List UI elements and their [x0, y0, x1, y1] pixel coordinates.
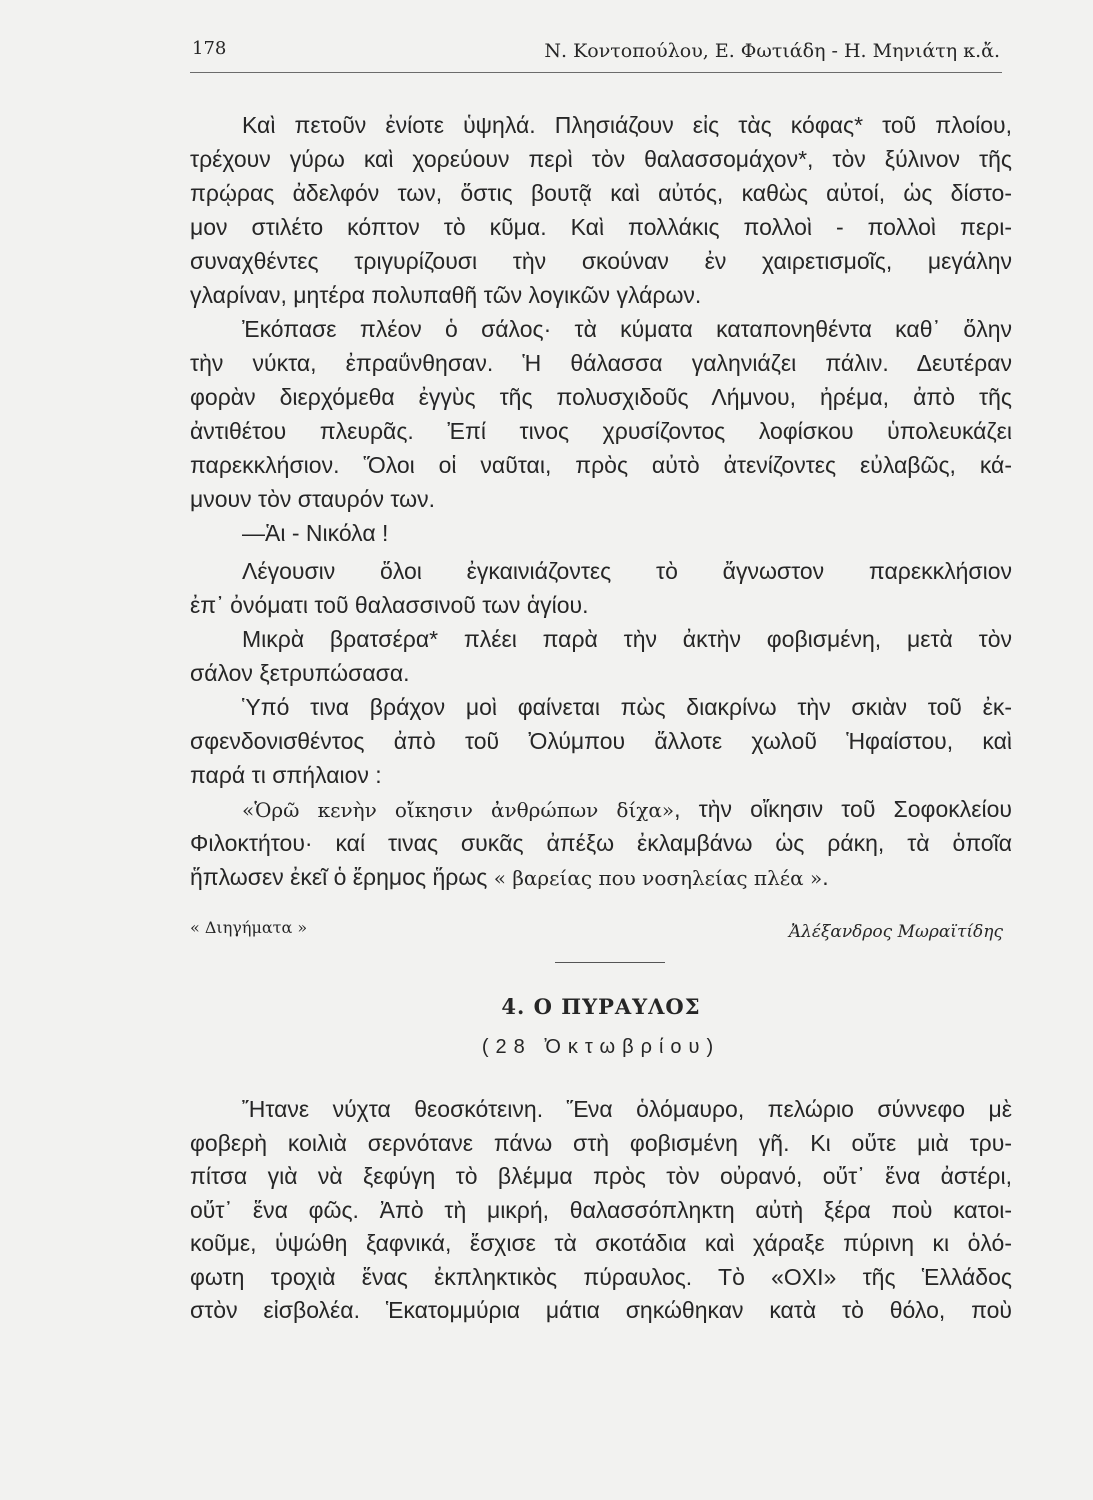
- quoted-verse: « βαρείας που νοσηλείας πλέα »: [493, 866, 823, 890]
- text-line: πίτσα γιὰ νὰ ξεφύγη τὸ βλέμμα πρὸς τὸν οὐρανό, οὔτ᾽ ἕνα ἀστέρι,: [190, 1163, 1012, 1189]
- text-line: Φιλοκτήτου· καί τινας συκᾶς ἀπέξω ἐκλαμβάνω ὡς ράκη, τὰ ὁποῖα: [190, 830, 1012, 856]
- paragraph: [190, 622, 1012, 690]
- text-line: Καὶ πετοῦν ἐνίοτε ὑψηλά. Πλησιάζουν εἰς τὰς κόφας* τοῦ πλοίου,: [242, 112, 1012, 138]
- chapter-title: 4. Ο ΠΥΡΑΥΛΟΣ: [501, 994, 701, 1019]
- running-title: Ν. Κοντοπούλου, Ε. Φωτιάδη - Η. Μηνιάτη κ.ἄ.: [544, 40, 1000, 62]
- text-line: Μικρὰ βρατσέρα* πλέει παρὰ τὴν ἀκτὴν φοβισμένη, μετὰ τὸν: [242, 626, 1012, 652]
- text-segment: ἥπλωσεν ἐκεῖ ὁ ἔρημος ἥρως: [190, 864, 488, 890]
- header-rule: [190, 72, 1002, 73]
- text-line: ἐπ᾽ ὀνόματι τοῦ θαλασσινοῦ των ἁγίου.: [190, 592, 589, 618]
- paragraph: [190, 312, 1012, 516]
- text-line: Ὑπό τινα βράχον μοὶ φαίνεται πὼς διακρίνω τὴν σκιὰν τοῦ ἐκ-: [242, 694, 1012, 720]
- page-number: 178: [192, 38, 227, 59]
- text-line: —Ἁι - Νικόλα !: [242, 520, 389, 546]
- paragraph: [190, 690, 1012, 792]
- text-line: συναχθέντες τριγυρίζουσι τὴν σκούναν ἐν χαιρετισμοῖς, μεγάλην: [190, 248, 1012, 274]
- text-line: ἀντιθέτου πλευρᾶς. Ἐπί τινος χρυσίζοντος λοφίσκου ὑπολευκάζει: [190, 418, 1012, 444]
- text-line: παρά τι σπήλαιον :: [190, 762, 382, 788]
- paragraph: [190, 516, 1012, 550]
- text-line: Ἐκόπασε πλέον ὁ σάλος· τὰ κύματα καταπονηθέντα καθ᾽ ὅλην: [242, 316, 1012, 342]
- text-line: πρῴρας ἀδελφόν των, ὅστις βουτᾷ καὶ αὐτός, καθὼς αὐτοί, ὡς δίστο-: [190, 180, 1012, 206]
- text-segment: .: [822, 864, 829, 890]
- text-line: οὔτ᾽ ἕνα φῶς. Ἀπὸ τὴ μικρή, θαλασσόπληκτη αὐτὴ ξέρα ποὺ κατοι-: [190, 1196, 1012, 1223]
- section-divider: [555, 962, 665, 963]
- text-line: φορὰν διερχόμεθα ἐγγὺς τῆς πολυσχιδοῦς Λήμνου, ἠρέμα, ἀπὸ τῆς: [190, 384, 1012, 410]
- text-line: μον στιλέτο κόπτον τὸ κῦμα. Καὶ πολλάκις πολλοὶ - πολλοὶ περι-: [190, 214, 1012, 240]
- text-line: στὸν εἰσβολέα. Ἑκατομμύρια μάτια σηκώθηκαν κατὰ τὸ θόλο, ποὺ: [190, 1297, 1012, 1323]
- source-citation: « Διηγήματα »: [190, 918, 308, 937]
- quoted-verse: «Ὁρῶ κενὴν οἴκησιν ἀνθρώπων δίχα»: [242, 798, 675, 822]
- chapter-date: (28 Ὀκτωβρίου): [481, 1036, 721, 1058]
- text-line: τρέχουν γύρω καὶ χορεύουν περὶ τὸν θαλασσομάχον*, τὸν ξύλινον τῆς: [190, 146, 1012, 172]
- text-line: γλαρίναν, μητέρα πολυπαθῆ τῶν λογικῶν γλάρων.: [190, 282, 702, 308]
- text-segment: , τὴν οἴκησιν τοῦ Σοφοκλείου: [674, 796, 1012, 822]
- excerpt-text-upper: [190, 108, 1012, 550]
- text-line: σάλον ξετρυπώσασα.: [190, 660, 410, 686]
- text-line: σφενδονισθέντος ἀπὸ τοῦ Ὀλύμπου ἄλλοτε χωλοῦ Ἡφαίστου, καὶ: [190, 728, 1012, 754]
- author-name: Ἀλέξανδρος Μωραϊτίδης: [788, 922, 1003, 942]
- text-line: [190, 792, 1012, 826]
- text-line: φοβερὴ κοιλιὰ σερνότανε πάνω στὴ φοβισμένη γῆ. Κι οὔτε μιὰ τρυ-: [190, 1129, 1012, 1156]
- text-line: παρεκκλήσιον. Ὅλοι οἱ ναῦται, πρὸς αὐτὸ ἀτενίζοντες εὐλαβῶς, κά-: [190, 452, 1012, 478]
- text-line: φωτη τροχιὰ ἕνας ἐκπληκτικὸς πύραυλος. Τὸ «ΟΧΙ» τῆς Ἑλλάδος: [190, 1263, 1012, 1290]
- text-line: κοῦμε, ὑψώθη ξαφνικά, ἔσχισε τὰ σκοτάδια καὶ χάραξε πύρινη κι ὁλό-: [190, 1230, 1012, 1256]
- text-line: μνουν τὸν σταυρόν των.: [190, 486, 435, 512]
- text-line: τὴν νύκτα, ἐπραΰνθησαν. Ἡ θάλασσα γαληνιάζει πάλιν. Δευτέραν: [190, 350, 1012, 376]
- paragraph: [190, 1093, 1012, 1328]
- text-line: Ἤτανε νύχτα θεοσκότεινη. Ἕνα ὁλόμαυρο, πελώριο σύννεφο μὲ: [242, 1096, 1012, 1122]
- quotation-paragraph: [190, 792, 1012, 894]
- chapter-text: [190, 1093, 1012, 1328]
- excerpt-text-lower: [190, 554, 1012, 894]
- paragraph: [190, 108, 1012, 312]
- paragraph: [190, 554, 1012, 622]
- text-line: Λέγουσιν ὅλοι ἐγκαινιάζοντες τὸ ἄγνωστον παρεκκλήσιον: [242, 558, 1012, 584]
- text-line: [190, 860, 1012, 894]
